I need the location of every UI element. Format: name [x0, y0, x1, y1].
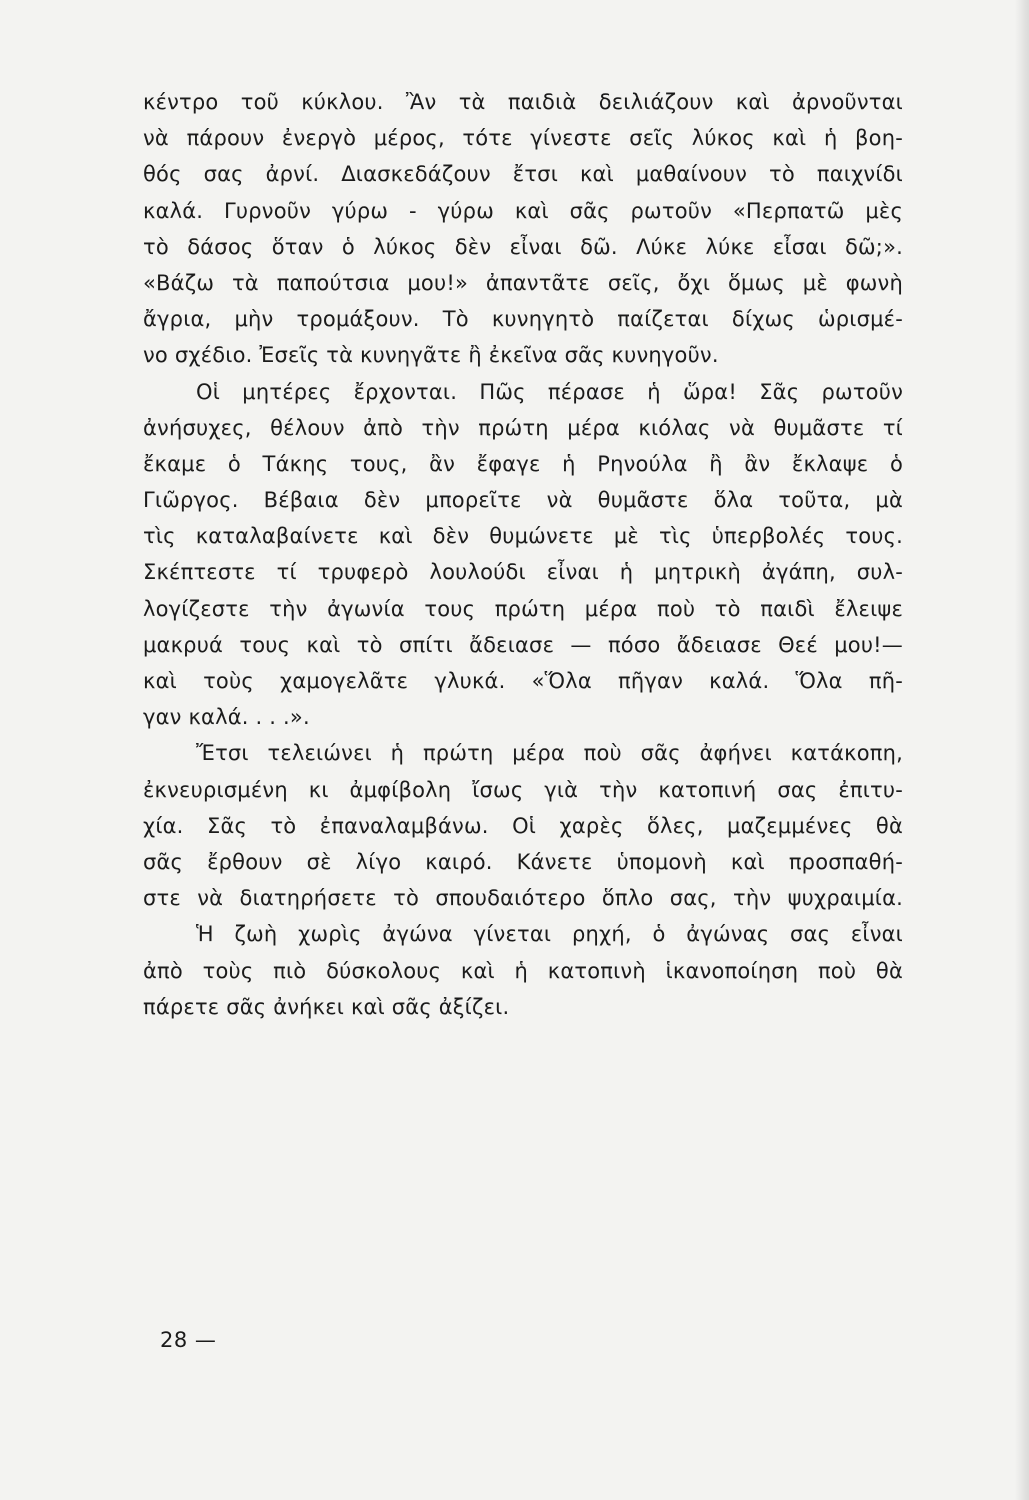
text-line: σᾶς ἔρθουν σὲ λίγο καιρό. Κάνετε ὑπομονὴ καὶ προσπαθή-: [143, 849, 903, 874]
text-line: ἐκνευρισμένη κι ἀμφίβολη ἴσως γιὰ τὴν κατοπινή σας ἐπιτυ-: [143, 777, 903, 802]
page-edge-shadow: [1015, 0, 1029, 1500]
text-line: ἔκαμε ὁ Τάκης τους, ἂν ἔφαγε ἡ Ρηνούλα ἢ ἂν ἔκλαψε ὁ: [143, 451, 903, 476]
text-line: Σκέπτεστε τί τρυφερὸ λουλούδι εἶναι ἡ μητρικὴ ἀγάπη, συλ-: [143, 560, 903, 585]
text-line: γαν καλά. . . .».: [143, 705, 310, 730]
text-line: πάρετε σᾶς ἀνήκει καὶ σᾶς ἀξίζει.: [143, 994, 510, 1019]
text-line: τὶς καταλαβαίνετε καὶ δὲν θυμώνετε μὲ τὶς ὑπερβολές τους.: [143, 524, 903, 549]
page-number: 28 —: [160, 1328, 217, 1352]
text-line: «Βάζω τὰ παπούτσια μου!» ἀπαντᾶτε σεῖς, ὄχι ὅμως μὲ φωνὴ: [143, 270, 903, 295]
text-line: ἀνήσυχες, θέλουν ἀπὸ τὴν πρώτη μέρα κιόλας νὰ θυμᾶστε τί: [143, 415, 903, 440]
text-line: λογίζεστε τὴν ἀγωνία τους πρώτη μέρα ποὺ τὸ παιδὶ ἔλειψε: [143, 596, 903, 621]
text-line: ἀπὸ τοὺς πιὸ δύσκολους καὶ ἡ κατοπινὴ ἱκανοποίηση ποὺ θὰ: [143, 958, 903, 983]
text-line: χία. Σᾶς τὸ ἐπαναλαμβάνω. Οἱ χαρὲς ὅλες, μαζεμμένες θὰ: [143, 813, 903, 838]
text-line: θός σας ἀρνί. Διασκεδάζουν ἔτσι καὶ μαθαίνουν τὸ παιχνίδι: [143, 162, 903, 187]
text-line: ἄγρια, μὴν τρομάξουν. Τὸ κυνηγητὸ παίζεται δίχως ὡρισμέ-: [143, 307, 903, 332]
text-line: τὸ δάσος ὅταν ὁ λύκος δὲν εἶναι δῶ. Λύκε λύκε εἶσαι δῶ;».: [143, 234, 903, 259]
text-line: Ἔτσι τελειώνει ἡ πρώτη μέρα ποὺ σᾶς ἀφήνει κατάκοπη,: [196, 741, 903, 766]
text-line: μακρυά τους καὶ τὸ σπίτι ἄδειασε — πόσο ἄδειασε Θεέ μου!—: [143, 632, 903, 657]
text-line: στε νὰ διατηρήσετε τὸ σπουδαιότερο ὅπλο σας, τὴν ψυχραιμία.: [143, 886, 903, 911]
text-line: καλά. Γυρνοῦν γύρω - γύρω καὶ σᾶς ρωτοῦν «Περπατῶ μὲς: [143, 198, 903, 223]
text-line: κέντρο τοῦ κύκλου. Ἂν τὰ παιδιὰ δειλιάζουν καὶ ἀρνοῦνται: [143, 90, 903, 114]
text-line: Ἡ ζωὴ χωρὶς ἀγώνα γίνεται ρηχή, ὁ ἀγώνας σας εἶναι: [196, 922, 903, 947]
text-line: νὰ πάρουν ἐνεργὸ μέρος, τότε γίνεστε σεῖς λύκος καὶ ἡ βοη-: [143, 126, 903, 151]
text-line: νο σχέδιο. Ἐσεῖς τὰ κυνηγᾶτε ἢ ἐκεῖνα σᾶς κυνηγοῦν.: [143, 343, 719, 368]
text-line: Γιῶργος. Βέβαια δὲν μπορεῖτε νὰ θυμᾶστε ὅλα τοῦτα, μὰ: [143, 488, 903, 513]
text-line: καὶ τοὺς χαμογελᾶτε γλυκά. «Ὅλα πῆγαν καλά. Ὅλα πῆ-: [143, 669, 903, 693]
text-line: Οἱ μητέρες ἔρχονται. Πῶς πέρασε ἡ ὥρα! Σᾶς ρωτοῦν: [196, 379, 903, 404]
body-text: [143, 84, 903, 1025]
